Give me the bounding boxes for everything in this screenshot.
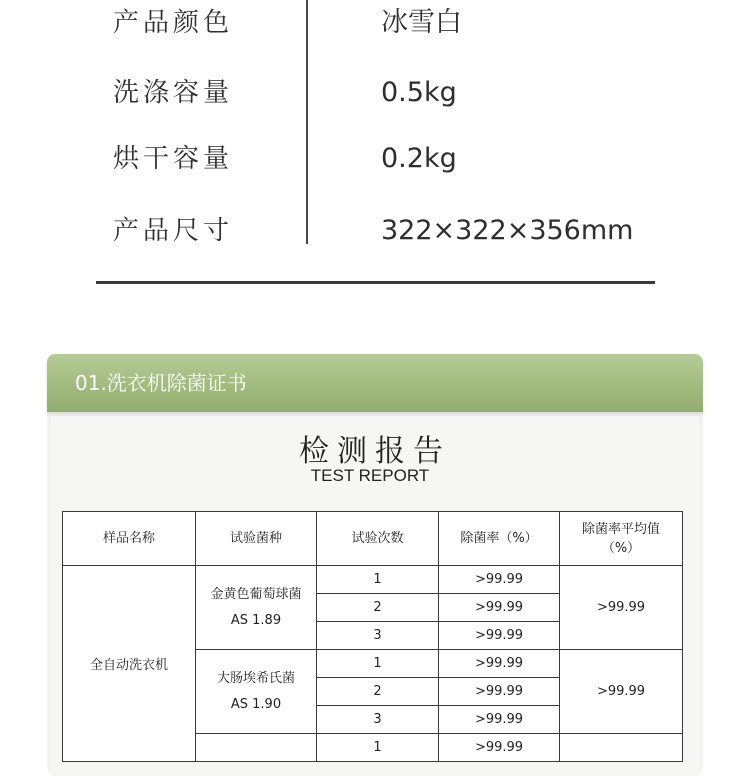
strain-cell xyxy=(196,566,317,650)
section-title: 01.洗衣机除菌证书 xyxy=(75,371,247,395)
strain-code: AS 1.89 xyxy=(230,612,282,628)
trial-number: 2 xyxy=(317,594,439,622)
spec-bottom-rule xyxy=(96,281,655,284)
average-rate-cell: >99.99 xyxy=(560,650,683,734)
trial-number: 1 xyxy=(317,566,439,594)
strain-name: 金黄色葡萄球菌 xyxy=(210,586,302,602)
strain-cell xyxy=(196,734,317,762)
trial-number: 1 xyxy=(317,734,439,762)
spec-value: 0.2kg xyxy=(381,143,457,174)
header-test-count: 试验次数 xyxy=(317,512,439,566)
spec-row-wash-capacity xyxy=(0,73,750,113)
report-subtitle: TEST REPORT xyxy=(310,466,430,485)
table-row xyxy=(63,566,683,594)
spec-value: 冰雪白 xyxy=(381,7,462,38)
trial-number: 3 xyxy=(317,706,439,734)
spec-section xyxy=(0,0,750,290)
trial-rate: >99.99 xyxy=(439,706,560,734)
spec-label: 烘干容量 xyxy=(113,144,234,174)
average-rate-cell: >99.99 xyxy=(560,566,683,650)
spec-label: 产品尺寸 xyxy=(113,216,234,246)
trial-rate: >99.99 xyxy=(439,622,560,650)
spec-label: 产品颜色 xyxy=(113,8,234,38)
test-report-table xyxy=(62,511,683,762)
spec-label: 洗涤容量 xyxy=(113,78,234,108)
trial-number: 2 xyxy=(317,678,439,706)
header-sample-name: 样品名称 xyxy=(63,512,196,566)
spec-row-color xyxy=(0,3,750,43)
header-removal-rate: 除菌率（%） xyxy=(439,512,560,566)
average-rate-cell xyxy=(560,734,683,762)
sample-name-cell: 全自动洗衣机 xyxy=(63,566,196,762)
certificate-header xyxy=(47,354,703,412)
spec-row-dry-capacity xyxy=(0,139,750,179)
trial-rate: >99.99 xyxy=(439,650,560,678)
header-test-strain: 试验菌种 xyxy=(196,512,317,566)
report-title: 检测报告 xyxy=(299,434,451,469)
spec-value: 322×322×356mm xyxy=(381,215,634,246)
table-header-row xyxy=(63,512,683,566)
trial-rate: >99.99 xyxy=(439,594,560,622)
strain-code: AS 1.90 xyxy=(230,696,282,712)
trial-rate: >99.99 xyxy=(439,734,560,762)
strain-cell xyxy=(196,650,317,734)
trial-number: 1 xyxy=(317,650,439,678)
strain-name: 大肠埃希氏菌 xyxy=(216,670,295,686)
trial-number: 3 xyxy=(317,622,439,650)
spec-row-dimensions xyxy=(0,211,750,251)
header-average-rate-text: 除菌率平均值（%） xyxy=(581,521,660,556)
spec-value: 0.5kg xyxy=(381,77,457,108)
spec-vertical-divider xyxy=(306,0,308,244)
trial-rate: >99.99 xyxy=(439,678,560,706)
header-average-rate xyxy=(560,512,683,566)
trial-rate: >99.99 xyxy=(439,566,560,594)
